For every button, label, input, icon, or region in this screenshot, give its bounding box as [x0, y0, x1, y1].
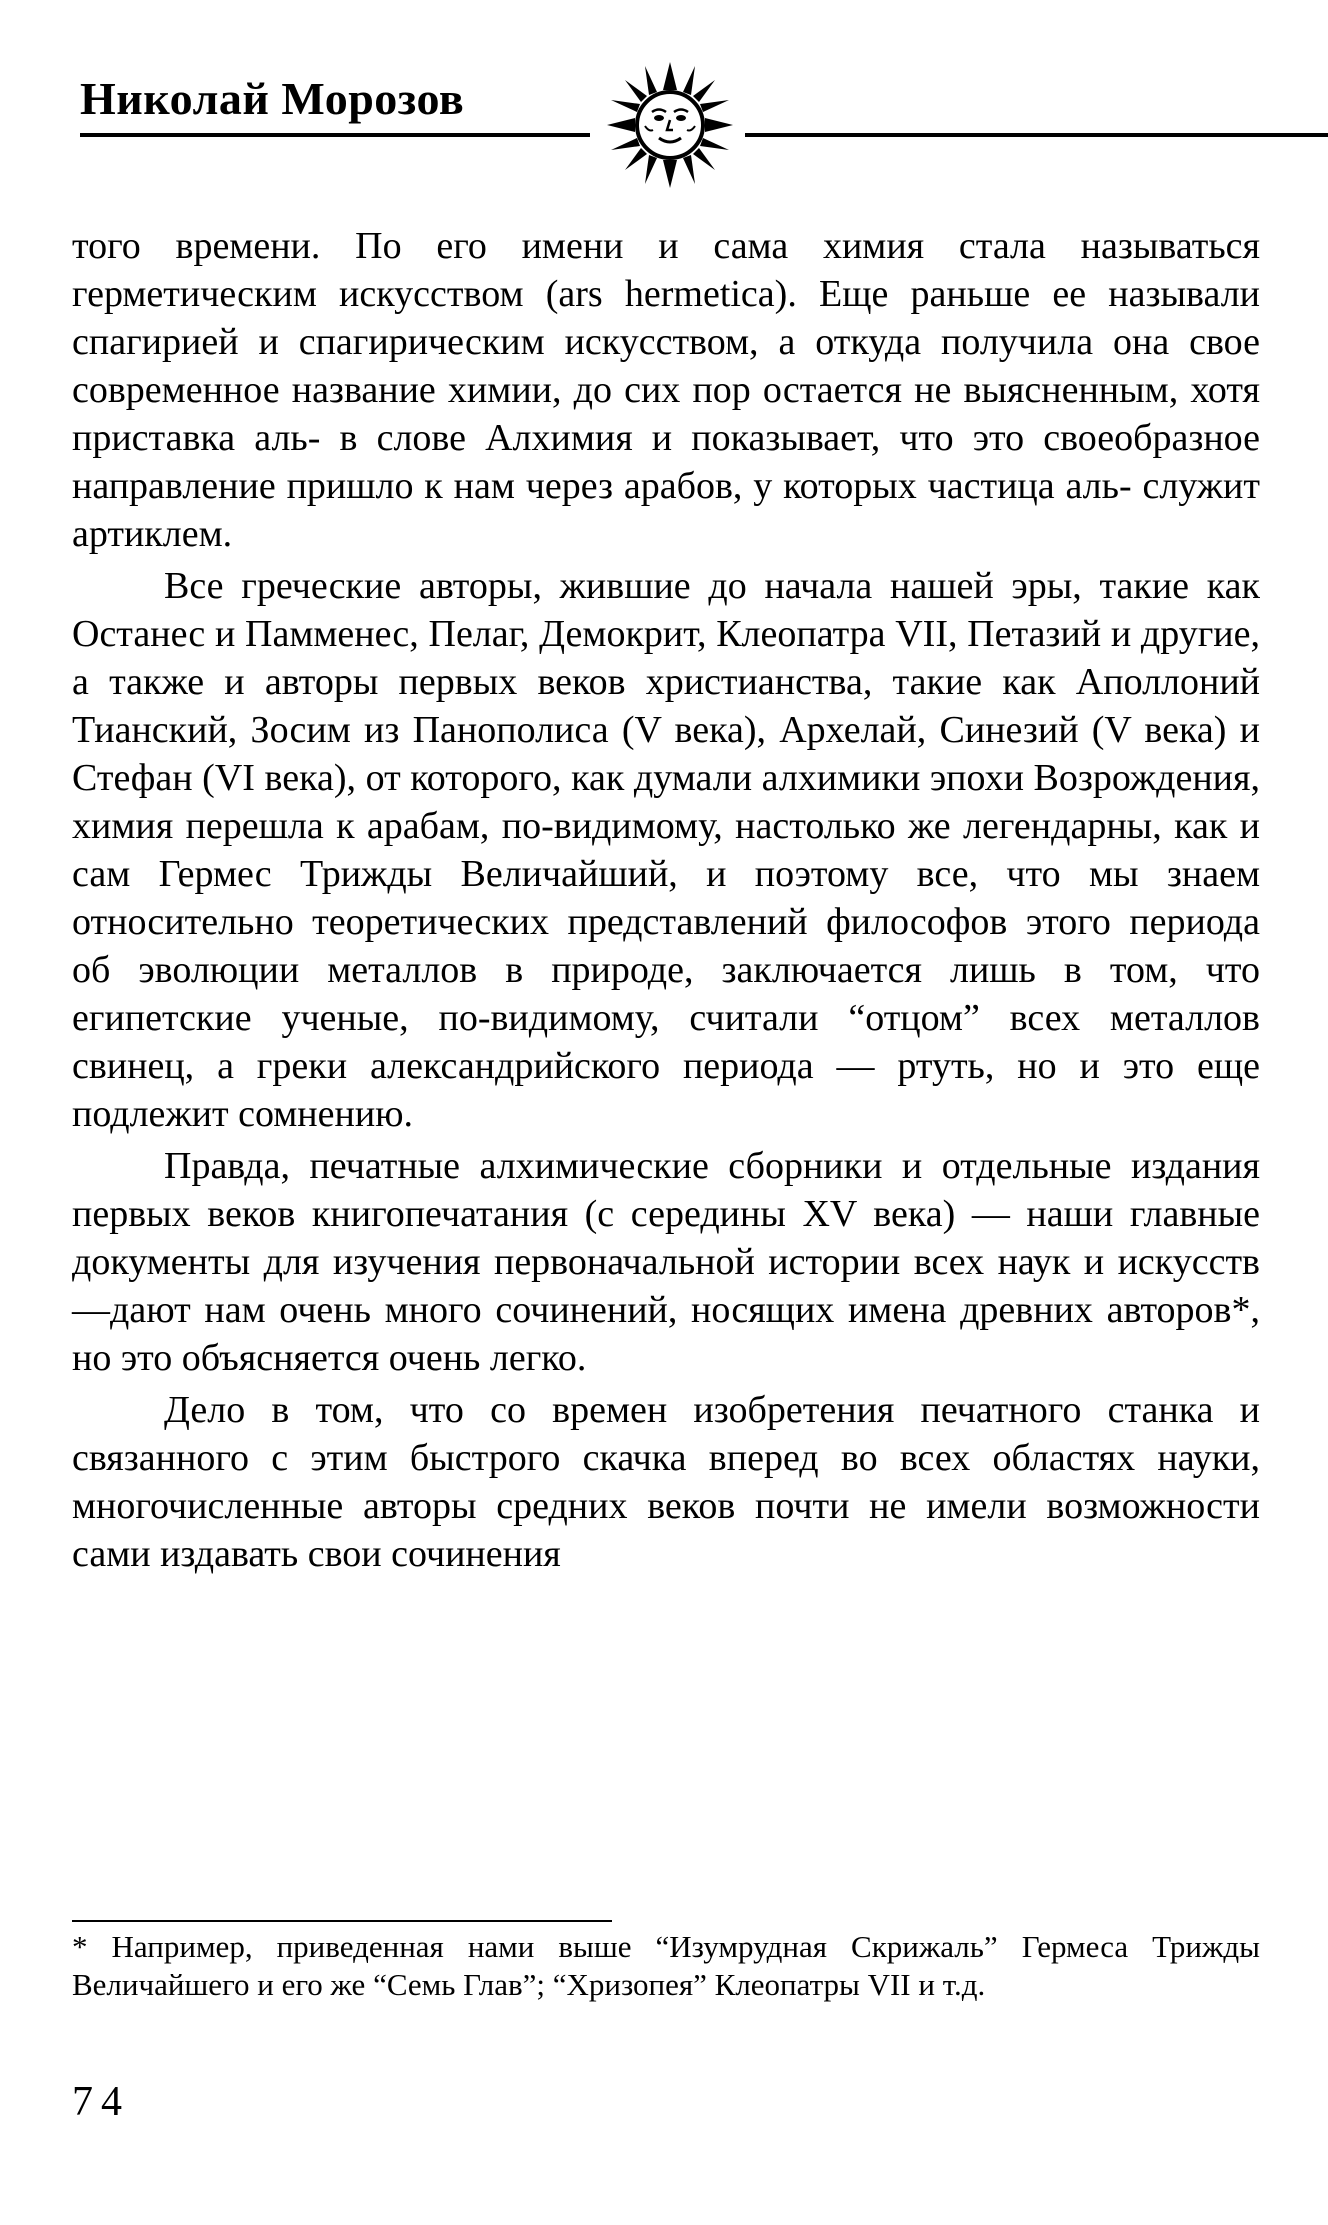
paragraph-2: Все греческие авторы, жившие до начала нашей эры, такие как Останес и Памменес, Пелаг, Демокрит, Клеопатра VII, Петазий и другие, а также и авторы первых веков христианства, такие как Аполлоний Тианский, Зосим из Панополиса (V века), Архелай, Синезий (V века) и Стефан (VI века), от которого, как думали алхимики эпохи Возрождения, химия перешла к арабам, по-видимому, настолько же легендарны, как и сам Гермес Трижды Величайший, и поэтому все, что мы знаем относительно теоретических представлений философов этого периода об эволюции металлов в природе, заключается лишь в том, что египетские ученые, по-видимому, считали “отцом” всех металлов свинец, а греки александрийского периода — ртуть, но и это еще подлежит сомнению. — [72, 565, 1260, 1135]
sun-face-icon — [605, 60, 735, 190]
author-name: Николай Морозов — [80, 73, 465, 124]
paragraph-3: Правда, печатные алхимические сборники и отдельные издания первых веков книгопечатания (с середины XV века) — наши главные документы для изучения первоначальной истории всех наук и искусств —дают нам очень много сочинений, носящих имена древних авторов*, но это объясняется очень легко. — [72, 1145, 1260, 1379]
footnote-text: * Например, приведенная нами выше “Изумрудная Скрижаль” Гермеса Трижды Величайшего и его же “Семь Глав”; “Хризопея” Клеопатры VII и т.д. — [72, 1929, 1260, 2002]
header-rule-right — [745, 133, 1328, 137]
paragraph-1: того времени. По его имени и сама химия стала называться герметическим искусством (ars hermetica). Еще раньше ее называли спагирией и спагирическим искусством, а откуда получила она свое современное название химии, до сих пор остается не выясненным, хотя приставка аль- в слове Алхимия и показывает, что это своеобразное направление пришло к нам через арабов, у которых частица аль- служит артиклем. — [72, 225, 1260, 555]
main-text — [72, 222, 1260, 1578]
running-header — [80, 60, 1260, 190]
page-number: 74 — [72, 2079, 130, 2125]
footnote — [72, 1928, 1260, 2004]
footnote-rule — [72, 1920, 612, 1922]
header-rule-left — [80, 133, 590, 137]
paragraph-4: Дело в том, что со времен изобретения печатного станка и связанного с этим быстрого скачка вперед во всех областях науки, многочисленные авторы средних веков почти не имели возможности сами издавать свои сочинения — [72, 1389, 1260, 1575]
